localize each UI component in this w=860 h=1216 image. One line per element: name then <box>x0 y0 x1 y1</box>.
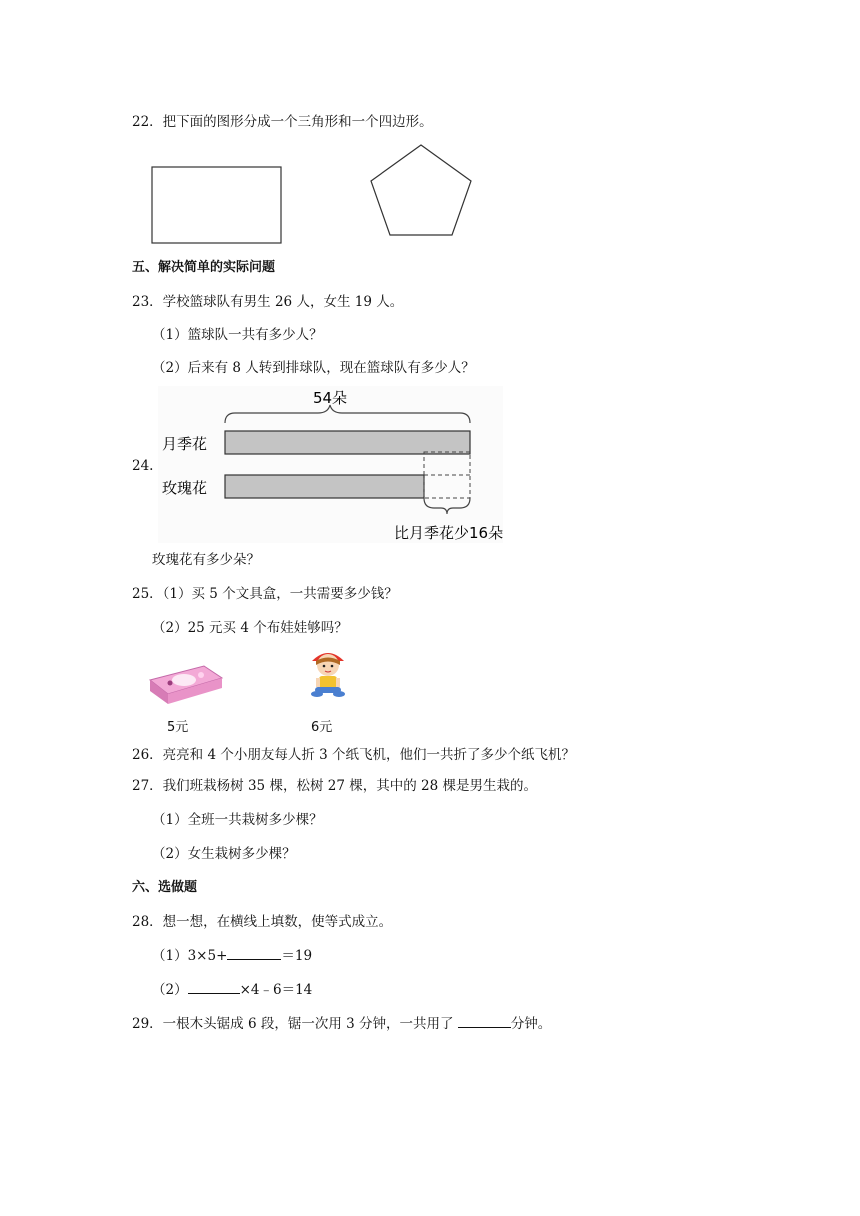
section-5-title: 五、解决简单的实际问题 <box>132 260 276 275</box>
answer-blank-1[interactable] <box>227 946 281 960</box>
pentagon-shape <box>371 145 471 235</box>
part2-prefix: （2） <box>152 982 188 998</box>
pencil-case-image <box>146 658 224 708</box>
question-24-question: 玫瑰花有多少朵？ <box>152 552 260 568</box>
rose-bar-full <box>225 431 470 454</box>
doll-price: 6元 <box>311 720 333 735</box>
pencil-case-price: 5元 <box>167 720 189 735</box>
question-29-suffix: 分钟。 <box>510 1016 552 1032</box>
question-29-prefix: 29．一根木头锯成 6 段，锯一次用 3 分钟，一共用了 <box>132 1016 458 1032</box>
part1-suffix: ＝19 <box>281 948 313 964</box>
question-28-part2 <box>152 980 312 999</box>
answer-blank-2[interactable] <box>188 980 240 994</box>
question-28-part1 <box>152 946 312 965</box>
part1-prefix: （1）3×5+ <box>152 948 228 964</box>
question-28-text: 28．想一想，在横线上填数，使等式成立。 <box>132 914 393 930</box>
question-29-text <box>132 1014 551 1033</box>
question-23-part1: （1）篮球队一共有多少人？ <box>152 327 323 343</box>
q24-bar-diagram <box>158 386 503 543</box>
doll-image <box>303 645 353 701</box>
question-23-part2: （2）后来有 8 人转到排球队，现在篮球队有多少人？ <box>152 360 475 376</box>
row2-label: 玫瑰花 <box>162 479 208 497</box>
question-26-text: 26．亮亮和 4 个小朋友每人折 3 个纸飞机，他们一共折了多少个纸飞机？ <box>132 747 576 763</box>
part2-suffix: ×4﹣6＝14 <box>239 982 313 998</box>
answer-blank-3[interactable] <box>458 1014 511 1028</box>
question-24-number: 24. <box>132 458 154 474</box>
rose-bar-short <box>225 475 424 498</box>
question-23-text: 23．学校篮球队有男生 26 人，女生 19 人。 <box>132 294 404 310</box>
question-22-text: 22．把下面的图形分成一个三角形和一个四边形。 <box>132 114 433 130</box>
question-25-part1: 25．（1）买 5 个文具盒，一共需要多少钱？ <box>132 586 398 602</box>
rectangle-shape <box>152 167 281 243</box>
total-label: 54朵 <box>312 389 348 407</box>
q22-shapes-figure <box>140 138 490 253</box>
question-25-part2: （2）25 元买 4 个布娃娃够吗？ <box>152 620 348 636</box>
question-27-text: 27．我们班栽杨树 35 棵，松树 27 棵，其中的 28 棵是男生栽的。 <box>132 778 537 794</box>
difference-label: 比月季花少16朵 <box>394 524 503 542</box>
question-27-part1: （1）全班一共栽树多少棵？ <box>152 812 323 828</box>
section-6-title: 六、选做题 <box>132 880 198 895</box>
question-27-part2: （2）女生栽树多少棵？ <box>152 846 296 862</box>
row1-label: 月季花 <box>162 435 208 453</box>
